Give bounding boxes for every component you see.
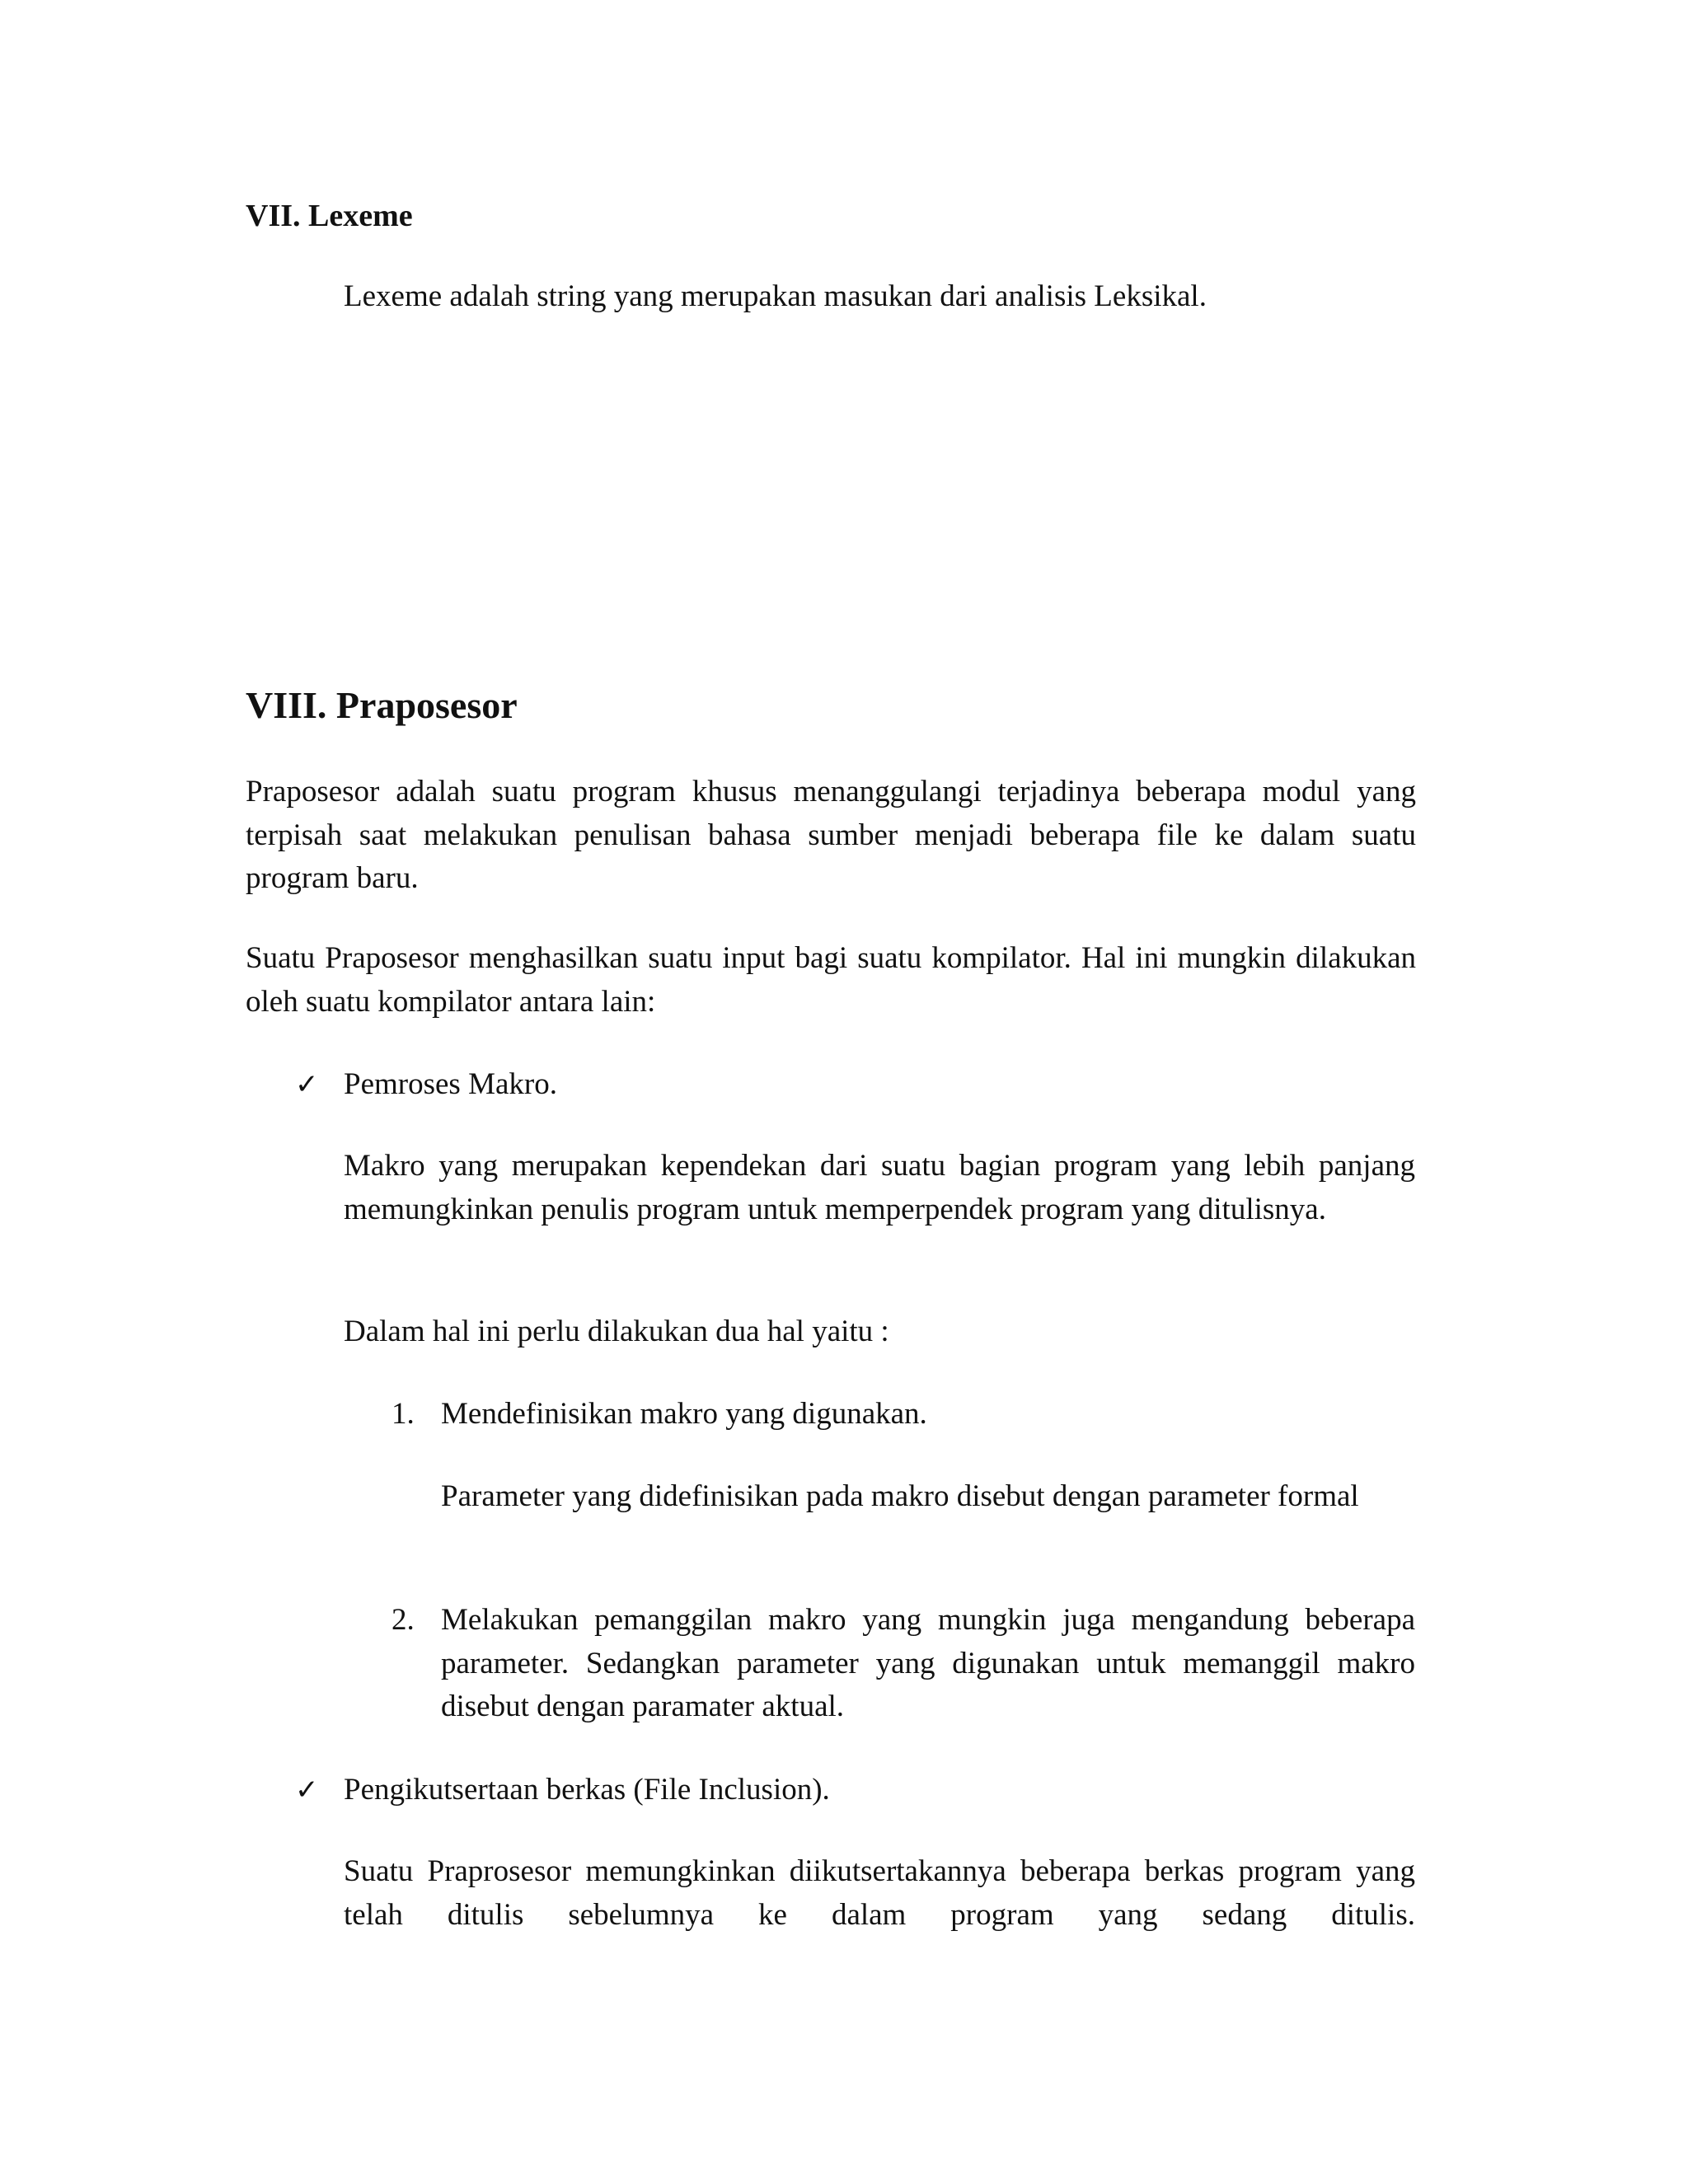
step-text-2: Melakukan pemanggilan makro yang mungkin juga mengandung beberapa parameter. Sedangkan parameter yang digunakan untuk memanggil makro disebut dengan paramater aktual. <box>441 1603 1415 1723</box>
bullet-desc-file-inclusion: Suatu Praprosesor memungkinkan diikutsertakannya beberapa berkas program yang telah ditulis sebelumnya ke dalam program yang sedang ditulis. <box>344 1854 1415 1932</box>
bullet-title-file-inclusion: Pengikutsertaan berkas (File Inclusion). <box>344 1773 830 1807</box>
bullet-title-pemroses-makro: Pemroses Makro. <box>344 1067 557 1101</box>
checkmark-icon: ✓ <box>295 1068 319 1101</box>
step-number-1: 1. <box>392 1397 415 1431</box>
bullet-intro-dua-hal: Dalam hal ini perlu dilakukan dua hal yaitu : <box>344 1315 889 1348</box>
bullet-desc-makro: Makro yang merupakan kependekan dari suatu bagian program yang lebih panjang memungkinkan penulis program untuk memperpendek program yang ditulisnya. <box>344 1149 1415 1226</box>
lexeme-paragraph: Lexeme adalah string yang merupakan masukan dari analisis Leksikal. <box>344 279 1207 313</box>
step-text-1: Mendefinisikan makro yang digunakan. <box>441 1397 927 1431</box>
step-number-2: 2. <box>392 1603 415 1637</box>
section-heading-lexeme: VII. Lexeme <box>246 199 413 233</box>
checkmark-icon: ✓ <box>295 1774 319 1807</box>
step-detail-1: Parameter yang didefinisikan pada makro disebut dengan parameter formal <box>441 1479 1359 1513</box>
praposesor-paragraph-2: Suatu Praposesor menghasilkan suatu input bagi suatu kompilator. Hal ini mungkin dilakukan oleh suatu kompilator antara lain: <box>246 941 1416 1019</box>
praposesor-paragraph-1: Praposesor adalah suatu program khusus menanggulangi terjadinya beberapa modul yang terpisah saat melakukan penulisan bahasa sumber menjadi beberapa file ke dalam suatu program baru. <box>246 775 1416 895</box>
section-heading-praposesor: VIII. Praposesor <box>246 684 518 726</box>
